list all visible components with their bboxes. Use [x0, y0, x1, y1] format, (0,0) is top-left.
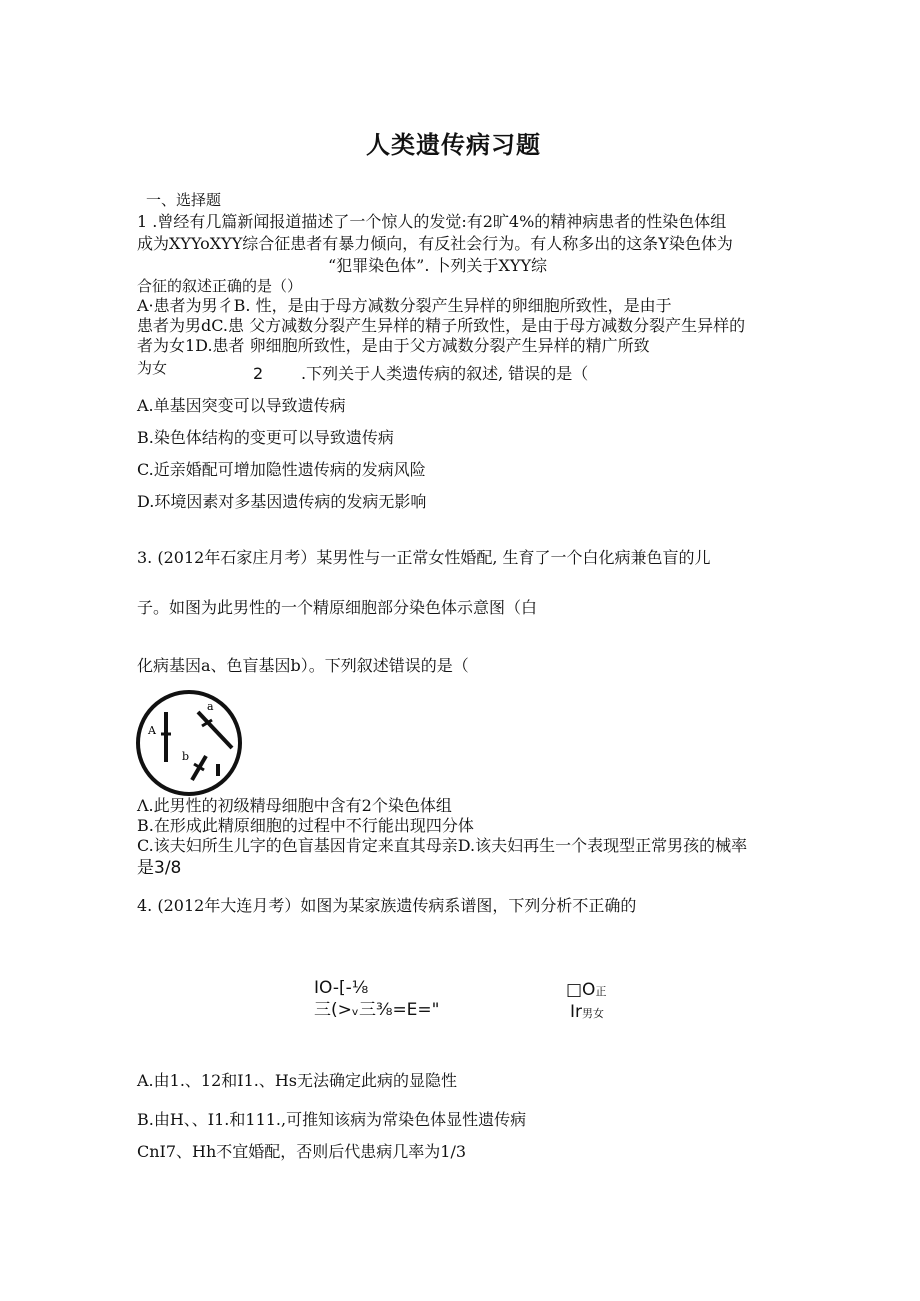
q1-line-4: 合征的叙述正确的是（） — [137, 277, 303, 295]
q1-line-6: 患者为男dC.患 父方减数分裂产生异样的精子所致性，是由于母方减数分裂产生异样的 — [137, 316, 746, 335]
pedigree-row-2: 三(>ᵥ三⅜=E=" — [314, 1000, 440, 1020]
gene-label-b: b — [182, 750, 190, 763]
q1-line-7: 者为女1D.患者 卵细胞所致性，是由于父方减数分裂产生异样的精广所致 — [137, 336, 650, 355]
q2-option-c: C.近亲婚配可增加隐性遗传病的发病风险 — [137, 460, 426, 479]
q3-line-2: 子。如图为此男性的一个精原细胞部分染色体示意图（白 — [137, 598, 538, 617]
q3-option-c: C.该夫妇所生儿字的色盲基因肯定来直其母亲D.该夫妇再生一个表现型正常男孩的械率 — [137, 836, 748, 855]
pedigree-row-1: IO-[-⅛ — [314, 978, 369, 998]
pedigree-legend-1 — [566, 980, 606, 1002]
q1-line-3: “犯罪染色体”. 卜列关于XYY综 — [328, 256, 548, 275]
q1-line-5: A·患者为男彳B. 性，是由于母方减数分裂产生异样的卵细胞所致性，是由于 — [137, 296, 672, 315]
page-title: 人类遗传病习题 — [366, 131, 541, 159]
q2-number: 2 — [253, 364, 264, 383]
q4-line-1: 4. (2012年大连月考）如图为某家族遗传病系谱图，下列分析不正确的 — [137, 896, 637, 915]
q4-option-a: A.由1.、12和I1.、Hs无法确定此病的显隐性 — [137, 1071, 458, 1090]
q2-option-d: D.环境因素对多基因遗传病的发病无影响 — [137, 492, 427, 511]
gene-label-a: a — [207, 700, 214, 713]
q4-option-b: B.由H、、I1.和111.,可推知该病为常染色体显性遗传病 — [137, 1110, 527, 1129]
pedigree-legend-2 — [570, 1002, 604, 1024]
q3-option-a: Λ.此男性的初级精母细胞中含有2个染色体组 — [137, 796, 452, 815]
legend-sex-label: 男女 — [582, 1007, 605, 1020]
q4-option-c: CnI7、Hh不宜婚配，否则后代患病几率为1/3 — [137, 1142, 467, 1161]
q3-option-c-cont: 是3/8 — [137, 858, 182, 878]
q2-option-a: A.单基因突变可以导致遗传病 — [137, 396, 346, 415]
legend-symbols-2: Ir — [570, 1002, 583, 1022]
q3-option-b: B.在形成此精原细胞的过程中不行能出现四分体 — [137, 816, 474, 835]
q1-line-2: 成为XYYoXYY综合征患者有暴力倾向，有反社会行为。有人称多出的这条Y染色体为 — [137, 234, 733, 253]
q2-option-b: B.染色体结构的变更可以导致遗传病 — [137, 428, 394, 447]
sperm-cell-chromosome-figure — [134, 690, 248, 800]
q3-line-3: 化病基因a、色盲基因b）。下列叙述错误的是（ — [137, 656, 469, 675]
section-heading: 一、选择题 — [146, 191, 222, 209]
chromosome-diagonal-long — [198, 712, 232, 748]
q1-line-8: 为女 — [137, 359, 168, 377]
legend-normal-label: 正 — [595, 985, 607, 998]
q2-stem: .下列关于人类遗传病的叙述, 错误的是（ — [301, 364, 589, 383]
q1-line-1: 1 .曾经有几篇新闻报道描述了一个惊人的发觉:有2旷4%的精神病患者的性染色体组 — [137, 212, 727, 231]
legend-symbols: □O — [566, 980, 596, 1000]
gene-label-A: A — [148, 724, 156, 737]
q3-line-1: 3. (2012年石家庄月考）某男性与一正常女性婚配, 生育了一个白化病兼色盲的儿 — [137, 548, 711, 567]
